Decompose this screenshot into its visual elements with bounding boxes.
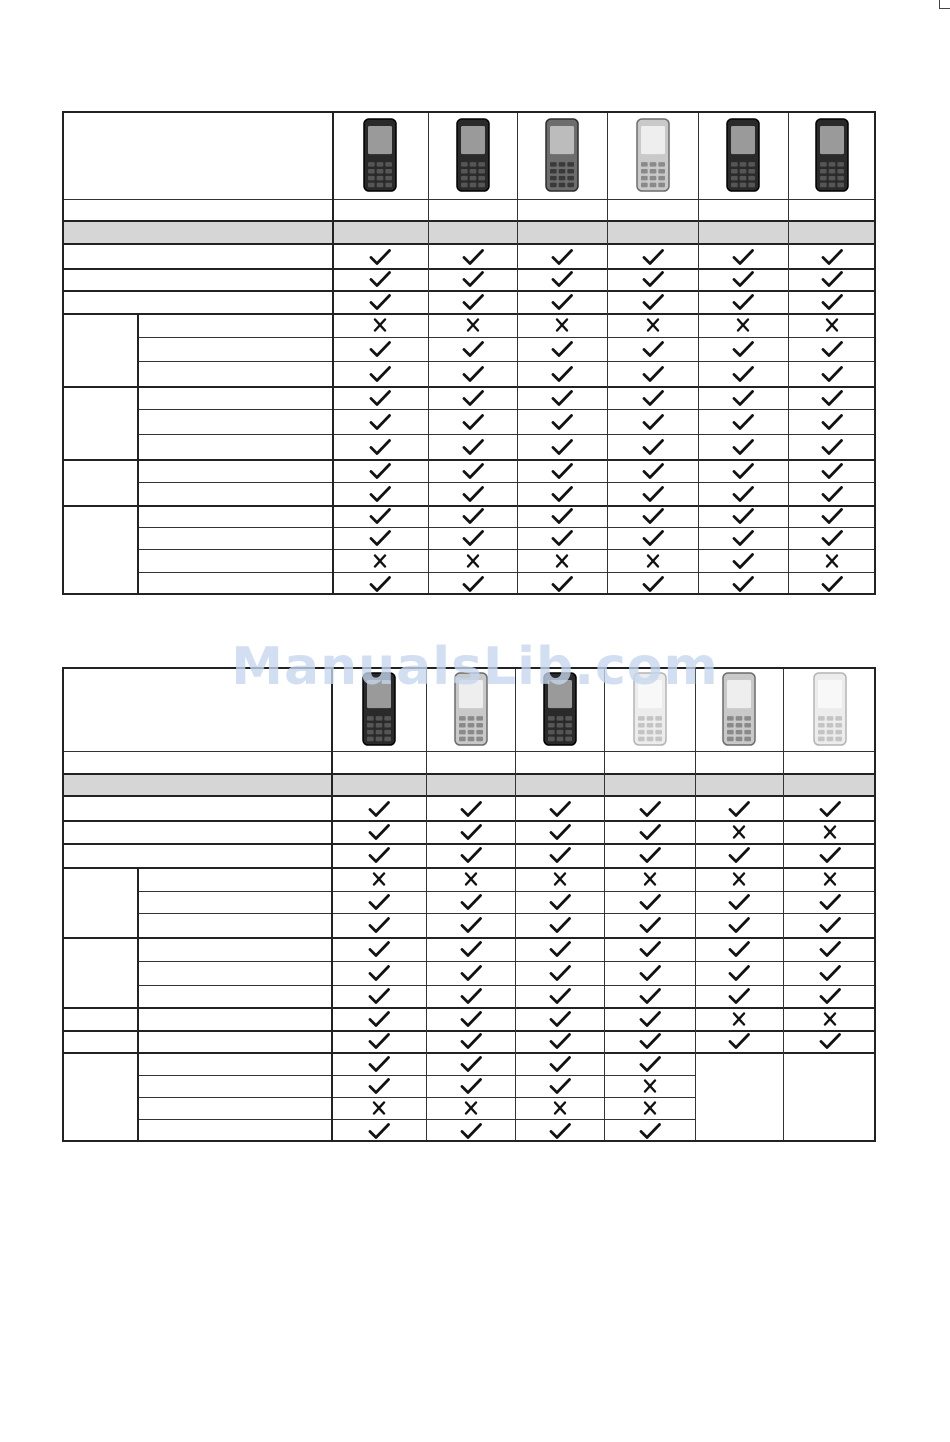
phone-cybershot-candybar-icon	[543, 672, 577, 746]
column-divider	[331, 667, 333, 1142]
column-divider	[788, 111, 789, 595]
check-icon	[460, 438, 486, 456]
cross-icon	[549, 552, 575, 570]
row-divider	[137, 985, 876, 986]
check-icon	[367, 340, 393, 358]
cross-icon	[817, 823, 843, 841]
check-icon	[819, 507, 845, 525]
cross-icon	[547, 870, 573, 888]
check-icon	[460, 365, 486, 383]
column-divider	[783, 667, 784, 1052]
check-icon	[547, 987, 573, 1005]
section-header-band	[62, 773, 876, 797]
check-icon	[460, 507, 486, 525]
sub-column-divider	[137, 313, 139, 386]
column-divider	[428, 111, 429, 595]
cross-icon	[637, 1099, 663, 1117]
check-icon	[458, 964, 484, 982]
column-divider	[695, 667, 696, 1142]
check-icon	[367, 507, 393, 525]
row-divider	[137, 361, 876, 362]
check-icon	[817, 987, 843, 1005]
cross-icon	[817, 1010, 843, 1028]
cross-icon	[637, 1077, 663, 1095]
cross-icon	[460, 316, 486, 334]
check-icon	[819, 485, 845, 503]
check-icon	[726, 846, 752, 864]
check-icon	[730, 389, 756, 407]
cross-icon	[366, 1099, 392, 1117]
check-icon	[637, 846, 663, 864]
check-icon	[367, 462, 393, 480]
check-icon	[637, 1055, 663, 1073]
cross-icon	[726, 870, 752, 888]
check-icon	[367, 529, 393, 547]
check-icon	[549, 413, 575, 431]
check-icon	[637, 823, 663, 841]
sub-column-divider	[137, 386, 139, 459]
check-icon	[819, 529, 845, 547]
sub-column-divider	[137, 1030, 139, 1052]
check-icon	[458, 893, 484, 911]
column-divider	[517, 111, 518, 595]
check-icon	[460, 462, 486, 480]
section-header-band	[62, 220, 876, 245]
check-icon	[367, 438, 393, 456]
phone-candybar-dark-icon	[363, 118, 397, 192]
check-icon	[460, 529, 486, 547]
check-icon	[367, 365, 393, 383]
check-icon	[640, 575, 666, 593]
check-icon	[640, 389, 666, 407]
check-icon	[640, 529, 666, 547]
check-icon	[819, 413, 845, 431]
check-icon	[819, 462, 845, 480]
row-divider	[62, 843, 876, 845]
check-icon	[458, 1055, 484, 1073]
check-icon	[458, 1010, 484, 1028]
check-icon	[640, 507, 666, 525]
check-icon	[460, 340, 486, 358]
check-icon	[366, 800, 392, 818]
check-icon	[640, 438, 666, 456]
compatibility-table-2	[62, 667, 876, 1142]
row-divider	[137, 434, 876, 435]
check-icon	[726, 800, 752, 818]
check-icon	[817, 916, 843, 934]
check-icon	[547, 1032, 573, 1050]
check-icon	[637, 916, 663, 934]
cross-icon	[366, 870, 392, 888]
check-icon	[817, 800, 843, 818]
check-icon	[549, 438, 575, 456]
check-icon	[817, 846, 843, 864]
sub-column-divider	[137, 459, 139, 505]
row-divider	[137, 891, 876, 892]
row-divider	[137, 527, 876, 528]
sub-column-divider	[137, 505, 139, 595]
check-icon	[460, 248, 486, 266]
check-icon	[637, 964, 663, 982]
check-icon	[817, 940, 843, 958]
check-icon	[730, 462, 756, 480]
check-icon	[726, 987, 752, 1005]
check-icon	[367, 575, 393, 593]
cross-icon	[460, 552, 486, 570]
check-icon	[549, 389, 575, 407]
column-divider	[332, 111, 334, 595]
phone-qwerty-slider-light-icon	[636, 118, 670, 192]
check-icon	[547, 916, 573, 934]
check-icon	[640, 462, 666, 480]
cross-icon	[458, 1099, 484, 1117]
row-divider	[62, 937, 876, 939]
check-icon	[640, 485, 666, 503]
check-icon	[458, 823, 484, 841]
cross-icon	[819, 552, 845, 570]
check-icon	[366, 916, 392, 934]
check-icon	[549, 340, 575, 358]
check-icon	[819, 438, 845, 456]
check-icon	[460, 485, 486, 503]
check-icon	[637, 1032, 663, 1050]
check-icon	[730, 270, 756, 288]
check-icon	[547, 893, 573, 911]
check-icon	[547, 1077, 573, 1095]
check-icon	[819, 340, 845, 358]
cross-icon	[549, 316, 575, 334]
check-icon	[819, 575, 845, 593]
row-divider	[137, 482, 876, 483]
check-icon	[819, 270, 845, 288]
check-icon	[366, 964, 392, 982]
check-icon	[547, 800, 573, 818]
phone-clamshell-silver-icon	[813, 672, 847, 746]
row-divider	[137, 549, 876, 550]
sub-column-divider	[137, 937, 139, 1007]
check-icon	[547, 1122, 573, 1140]
check-icon	[730, 340, 756, 358]
check-icon	[547, 1055, 573, 1073]
check-icon	[730, 293, 756, 311]
check-icon	[817, 893, 843, 911]
check-icon	[367, 293, 393, 311]
check-icon	[366, 1032, 392, 1050]
check-icon	[637, 940, 663, 958]
cross-icon	[726, 823, 752, 841]
check-icon	[367, 389, 393, 407]
row-divider	[137, 1097, 695, 1098]
check-icon	[366, 1010, 392, 1028]
check-icon	[547, 940, 573, 958]
check-icon	[366, 940, 392, 958]
check-icon	[640, 248, 666, 266]
cross-icon	[819, 316, 845, 334]
check-icon	[367, 413, 393, 431]
check-icon	[730, 438, 756, 456]
page-corner-mark	[939, 0, 950, 9]
check-icon	[819, 293, 845, 311]
check-icon	[819, 365, 845, 383]
check-icon	[458, 846, 484, 864]
sub-column-divider	[137, 867, 139, 937]
check-icon	[730, 248, 756, 266]
cross-icon	[640, 316, 666, 334]
column-divider	[604, 667, 605, 1142]
check-icon	[730, 413, 756, 431]
check-icon	[726, 1032, 752, 1050]
cross-icon	[640, 552, 666, 570]
check-icon	[817, 964, 843, 982]
check-icon	[549, 575, 575, 593]
check-icon	[726, 916, 752, 934]
phone-walkman-candybar-icon	[362, 672, 396, 746]
check-icon	[547, 1010, 573, 1028]
check-icon	[549, 365, 575, 383]
check-icon	[366, 1122, 392, 1140]
check-icon	[458, 916, 484, 934]
row-divider	[137, 1119, 695, 1120]
check-icon	[730, 485, 756, 503]
check-icon	[366, 1055, 392, 1073]
check-icon	[547, 846, 573, 864]
check-icon	[460, 389, 486, 407]
column-divider	[698, 111, 699, 595]
check-icon	[640, 293, 666, 311]
check-icon	[730, 507, 756, 525]
check-icon	[549, 248, 575, 266]
sub-column-divider	[137, 1007, 139, 1030]
check-icon	[549, 529, 575, 547]
cross-icon	[367, 316, 393, 334]
check-icon	[366, 846, 392, 864]
check-icon	[640, 270, 666, 288]
check-icon	[458, 1122, 484, 1140]
cross-icon	[547, 1099, 573, 1117]
row-divider	[62, 867, 876, 869]
check-icon	[549, 485, 575, 503]
cross-icon	[817, 870, 843, 888]
check-icon	[726, 940, 752, 958]
cross-icon	[726, 1010, 752, 1028]
check-icon	[458, 800, 484, 818]
row-divider	[137, 913, 876, 914]
check-icon	[549, 462, 575, 480]
check-icon	[637, 893, 663, 911]
check-icon	[549, 507, 575, 525]
phone-clamshell-dark-icon	[456, 118, 490, 192]
check-icon	[367, 248, 393, 266]
column-divider	[426, 667, 427, 1142]
row-divider	[137, 572, 876, 573]
check-icon	[730, 365, 756, 383]
column-divider	[515, 667, 516, 1142]
check-icon	[817, 1032, 843, 1050]
check-icon	[730, 552, 756, 570]
cross-icon	[637, 870, 663, 888]
check-icon	[458, 1077, 484, 1095]
cross-icon	[730, 316, 756, 334]
header-divider	[62, 751, 876, 752]
check-icon	[366, 987, 392, 1005]
phone-candybar-silver-icon	[454, 672, 488, 746]
column-divider	[607, 111, 608, 595]
check-icon	[460, 413, 486, 431]
watermark: ManualsLib.com	[231, 637, 719, 697]
check-icon	[366, 1077, 392, 1095]
check-icon	[366, 823, 392, 841]
check-icon	[460, 270, 486, 288]
check-icon	[819, 248, 845, 266]
check-icon	[637, 800, 663, 818]
check-icon	[726, 964, 752, 982]
phone-walkman-slider-icon	[545, 118, 579, 192]
column-divider	[783, 1052, 784, 1142]
check-icon	[637, 1010, 663, 1028]
phone-pda-white-icon	[633, 672, 667, 746]
check-icon	[367, 485, 393, 503]
check-icon	[730, 575, 756, 593]
check-icon	[730, 529, 756, 547]
sub-column-divider	[137, 1052, 139, 1142]
check-icon	[547, 823, 573, 841]
check-icon	[637, 1122, 663, 1140]
check-icon	[637, 987, 663, 1005]
check-icon	[640, 413, 666, 431]
check-icon	[640, 365, 666, 383]
cross-icon	[458, 870, 484, 888]
check-icon	[640, 340, 666, 358]
phone-slider-black-icon	[726, 118, 760, 192]
check-icon	[366, 893, 392, 911]
row-divider	[137, 409, 876, 410]
check-icon	[547, 964, 573, 982]
check-icon	[458, 987, 484, 1005]
check-icon	[819, 389, 845, 407]
check-icon	[367, 270, 393, 288]
phone-candybar-black-icon	[815, 118, 849, 192]
check-icon	[458, 1032, 484, 1050]
check-icon	[726, 893, 752, 911]
phone-candybar-grey-icon	[722, 672, 756, 746]
row-divider	[137, 337, 876, 338]
cross-icon	[367, 552, 393, 570]
check-icon	[460, 575, 486, 593]
row-divider	[137, 1075, 695, 1076]
check-icon	[549, 270, 575, 288]
compatibility-table-1	[62, 111, 876, 595]
check-icon	[460, 293, 486, 311]
row-divider	[137, 961, 876, 962]
row-divider	[62, 313, 876, 315]
check-icon	[458, 940, 484, 958]
check-icon	[549, 293, 575, 311]
header-divider	[62, 199, 876, 200]
